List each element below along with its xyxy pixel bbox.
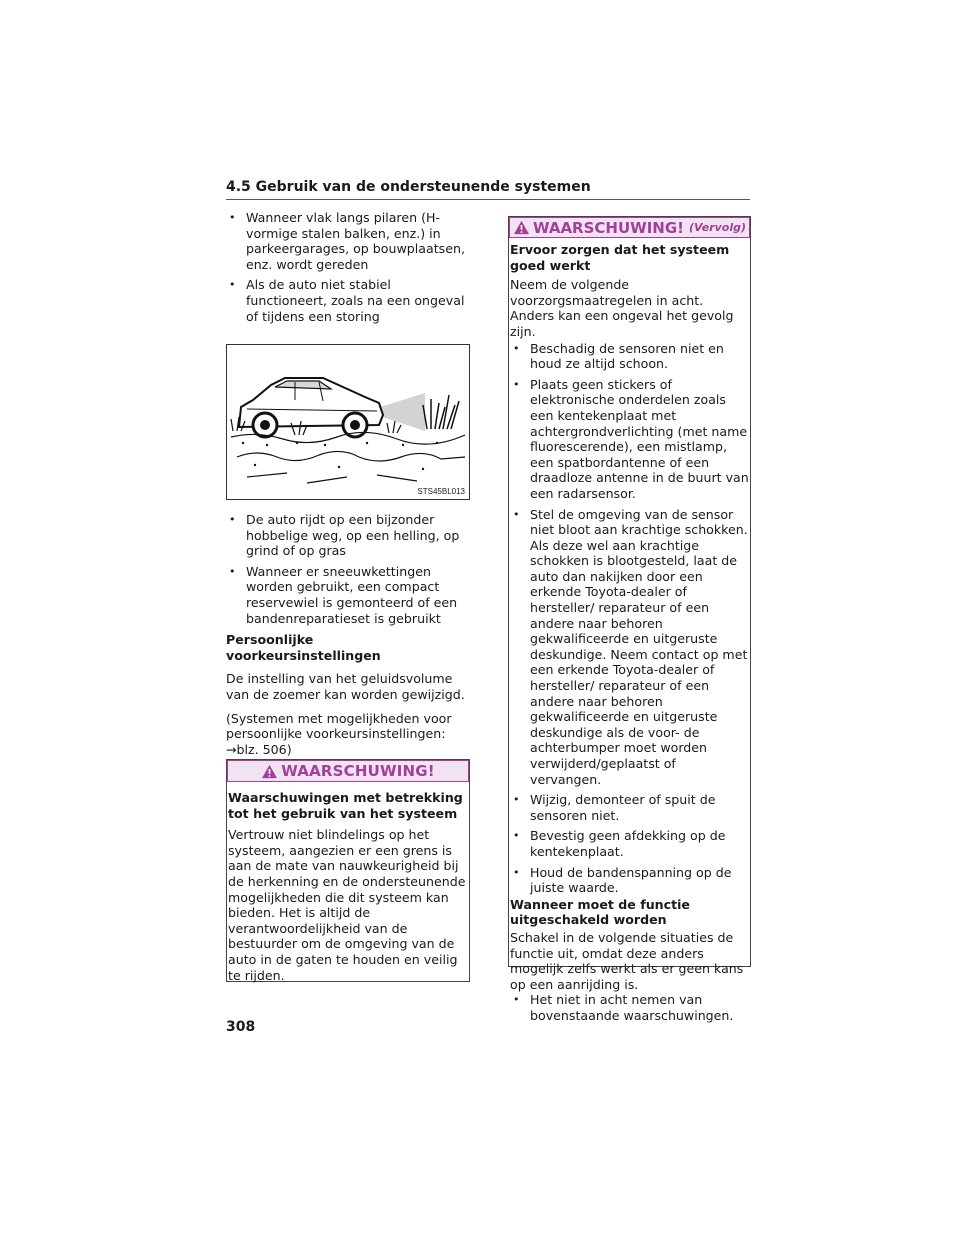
- continued-label: (Vervolg): [689, 221, 747, 234]
- section-header: 4.5 Gebruik van de ondersteunende systemen: [226, 179, 750, 200]
- warning-text: Neem de volgende voorzorgsmaatregelen in acht. Anders kan een ongeval het gevolg zijn.: [510, 277, 734, 339]
- list-item: • Beschadig de sensoren niet en houd ze altijd schoon.: [510, 341, 750, 372]
- list-item: • Wanneer vlak langs pilaren (H-vormige stalen balken, enz.) in parkeergarages, op bouwplaatsen, enz. wordt gereden: [226, 210, 470, 272]
- page-number: 308: [226, 1019, 256, 1035]
- section-heading: Persoonlijke voorkeursinstellingen: [226, 632, 381, 663]
- list-item: • Plaats geen stickers of elektronische onderdelen zoals een kentekenplaat met achtergrondverlichting (met name fluorescerende), een mistlamp, een spatbordantenne of een draadloze antenne in de buurt van een radarsensor.: [510, 377, 750, 502]
- warning-title: [227, 760, 469, 782]
- warning-body: [509, 238, 750, 1024]
- list-item: • Houd de bandenspanning op de juiste waarde.: [510, 865, 750, 896]
- warning-title: [509, 217, 750, 238]
- warning-body: [227, 782, 469, 983]
- warning-title-text: WAARSCHUWING!: [532, 218, 684, 237]
- warning-box: [226, 759, 470, 982]
- left-column-middle: [226, 512, 470, 765]
- list-item: • De auto rijdt op een bijzonder hobbelige weg, op een helling, op grind of op gras: [226, 512, 470, 559]
- warning-triangle-icon: [261, 764, 278, 779]
- paragraph: De instelling van het geluidsvolume van de zoemer kan worden gewijzigd.: [226, 671, 465, 702]
- warning-triangle-icon: [513, 220, 530, 235]
- list-item: • Stel de omgeving van de sensor niet bloot aan krachtige schokken. Als deze wel aan krachtige schokken is blootgesteld, laat de auto dan nakijken door een erkende Toyota-dealer of hersteller/ reparateur of een andere naar behoren gekwalificeerde en uitgeruste deskundige. Neem contact op met een erkende Toyota-dealer of hersteller/ reparateur of een andere naar behoren gekwalificeerde en uitgeruste deskundige als de voor- de achterbumper moet worden verwijderd/geplaatst of vervangen.: [510, 507, 750, 788]
- warning-text: Vertrouw niet blindelings op het systeem, aangezien er een grens is aan de mate van nauwkeurigheid bij de herkenning en de ondersteunende mogelijkheden die dit systeem kan bieden. Het is altijd de verantwoordelijkheid van de bestuurder om de omgeving van de auto in de gaten te houden en veilig te rijden.: [228, 827, 466, 983]
- warning-text: Schakel in de volgende situaties de functie uit, omdat deze anders mogelijk zelfs werkt als er geen kans op een aanrijding is.: [510, 929, 744, 992]
- figure-label: STS45BL013: [417, 487, 465, 496]
- warning-heading: Ervoor zorgen dat het systeem goed werkt: [510, 242, 730, 273]
- list-item: • Wijzig, demonteer of spuit de sensoren niet.: [510, 792, 750, 823]
- paragraph: (Systemen met mogelijkheden voor persoonlijke voorkeursinstellingen: →blz. 506): [226, 710, 452, 757]
- list-item: • Het niet in acht nemen van bovenstaande waarschuwingen.: [510, 992, 750, 1023]
- warning-heading: Waarschuwingen met betrekking tot het gebruik van het systeem: [228, 790, 463, 821]
- warning-box-continued: [508, 216, 751, 1023]
- list-item: • Bevestig geen afdekking op de kentekenplaat.: [510, 828, 750, 859]
- left-column-top: [226, 210, 470, 329]
- car-on-rough-road-icon: [227, 345, 469, 499]
- car-illustration: [226, 344, 470, 500]
- list-item: • Wanneer er sneeuwkettingen worden gebruikt, een compact reservewiel is gemonteerd of een bandenreparatieset is gebruikt: [226, 564, 470, 626]
- warning-heading: Wanneer moet de functie uitgeschakeld worden: [510, 896, 690, 928]
- list-item: • Als de auto niet stabiel functioneert, zoals na een ongeval of tijdens een storing: [226, 277, 470, 324]
- warning-title-text: WAARSCHUWING!: [281, 762, 435, 780]
